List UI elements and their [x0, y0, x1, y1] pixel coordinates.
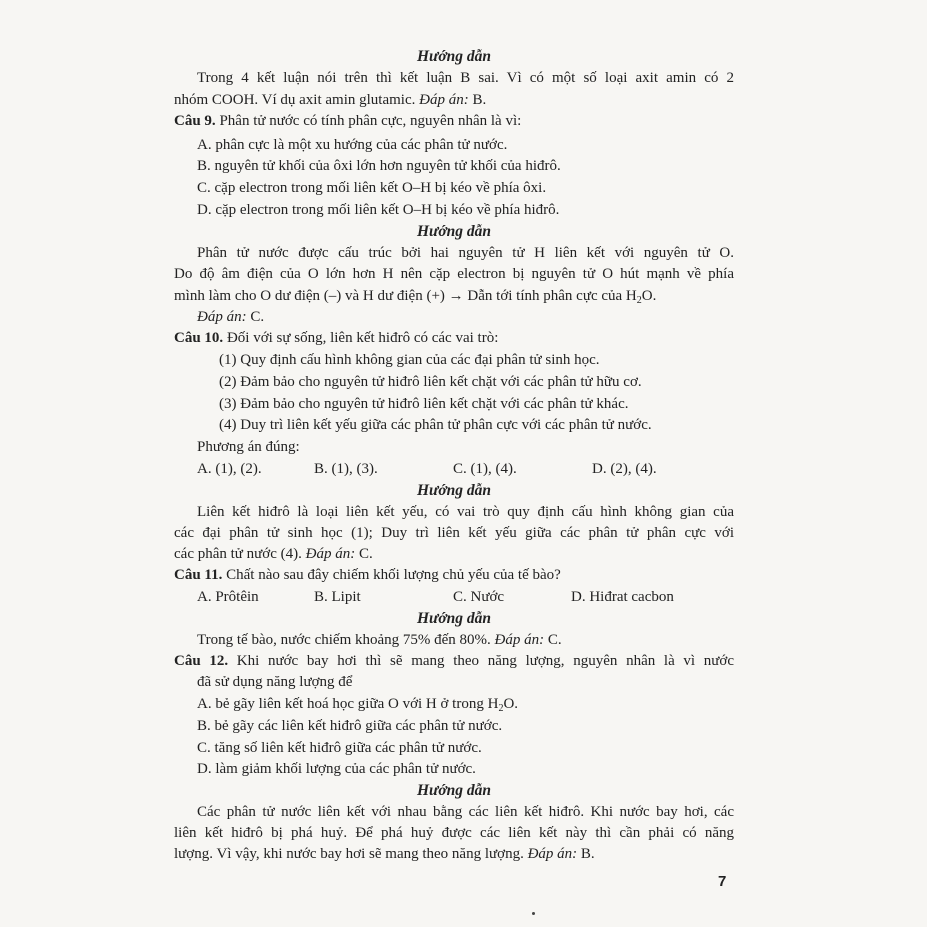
guide-heading: Hướng dẫn: [416, 48, 492, 65]
q12-option-c: C. tăng số liên kết hiđrô giữa các phân tử nước.: [197, 740, 482, 756]
q9-option-d: D. cặp electron trong mối liên kết O–H bị kéo về phía hiđrô.: [197, 202, 560, 218]
q12-option-a: A. bẻ gãy liên kết hoá học giữa O với H ở trong $H_2O$.: [197, 696, 519, 714]
q10-role-2: (2) Đảm bảo cho nguyên tử hiđrô liên kết chặt với các phân tử hữu cơ.: [219, 374, 642, 390]
q11-option-c: C. Nước: [453, 589, 505, 605]
print-speck: [532, 912, 535, 915]
question-9: Câu 9. Phân tử nước có tính phân cực, nguyên nhân là vì:: [174, 113, 522, 129]
q11-options-row: [197, 588, 757, 607]
q10-prompt: Phương án đúng:: [197, 439, 300, 455]
q12-guide-line-2: liên kết hiđrô bị phá huỷ. Để phá huỷ được các liên kết này thì cần phải có năng: [174, 825, 734, 841]
q10-role-3: (3) Đảm bảo cho nguyên tử hiđrô liên kết chặt với các phân tử khác.: [219, 396, 629, 412]
q11-option-b: B. Lipit: [314, 589, 361, 605]
q10-option-a: A. (1), (2).: [197, 461, 262, 477]
q12-option-d: D. làm giảm khối lượng của các phân tử nước.: [197, 761, 476, 777]
q12-guide-line-1: Các phân tử nước liên kết với nhau bằng các liên kết hiđrô. Khi nước bay hơi, các: [197, 804, 734, 820]
q12-stem-line-2: đã sử dụng năng lượng để: [197, 674, 353, 690]
q10-role-1: (1) Quy định cấu hình không gian của các đại phân tử sinh học.: [219, 352, 600, 368]
question-11: Câu 11. Chất nào sau đây chiếm khối lượng chủ yếu của tế bào?: [174, 567, 561, 583]
question-10: Câu 10. Đối với sự sống, liên kết hiđrô có các vai trò:: [174, 330, 499, 346]
guide-heading: Hướng dẫn: [416, 223, 492, 240]
q11-option-a: A. Prôtêin: [197, 589, 259, 605]
q9-option-c: C. cặp electron trong mối liên kết O–H bị kéo về phía ôxi.: [197, 180, 547, 196]
q9-guide-line-1: Phân tử nước được cấu trúc bởi hai nguyên tử H liên kết với nguyên tử O.: [197, 245, 734, 261]
q12-option-b: B. bẻ gãy các liên kết hiđrô giữa các phân tử nước.: [197, 718, 503, 734]
intro-line-1: Trong 4 kết luận nói trên thì kết luận B sai. Vì có một số loại axit amin có 2: [197, 70, 734, 86]
q10-options-row: [197, 460, 757, 479]
guide-heading: Hướng dẫn: [416, 782, 492, 799]
q11-guide-line-1: Trong tế bào, nước chiếm khoảng 75% đến 80%. Đáp án: C.: [197, 632, 562, 648]
q10-option-d: D. (2), (4).: [592, 461, 657, 477]
q9-guide-line-2: Do độ âm điện của O lớn hơn H nên cặp electron bị nguyên tử O hút mạnh về phía: [174, 266, 734, 282]
guide-heading: Hướng dẫn: [416, 610, 492, 627]
question-12: Câu 12. Khi nước bay hơi thì sẽ mang theo năng lượng, nguyên nhân là vì nước: [174, 653, 734, 669]
q10-guide-line-1: Liên kết hiđrô là loại liên kết yếu, có vai trò quy định cấu hình không gian của: [197, 504, 734, 520]
q9-option-b: B. nguyên tử khối của ôxi lớn hơn nguyên tử khối của hiđrô.: [197, 158, 561, 174]
q10-guide-line-3: các phân tử nước (4). Đáp án: C.: [174, 546, 373, 562]
q10-option-b: B. (1), (3).: [314, 461, 378, 477]
page-number: 7: [718, 873, 727, 890]
q9-guide-line-3: mình làm cho O dư điện (–) và H dư điện (+) → Dẫn tới tính phân cực của $H_2O$.: [174, 288, 657, 306]
q9-option-a: A. phân cực là một xu hướng của các phân tử nước.: [197, 137, 508, 153]
q12-guide-line-3: lượng. Vì vậy, khi nước bay hơi sẽ mang theo năng lượng. Đáp án: B.: [174, 846, 595, 862]
q9-answer: Đáp án: C.: [197, 309, 265, 325]
intro-line-2: nhóm COOH. Ví dụ axit amin glutamic. Đáp án: B.: [174, 92, 487, 108]
q10-role-4: (4) Duy trì liên kết yếu giữa các phân tử phân cực với các phân tử nước.: [219, 417, 652, 433]
q11-option-d: D. Hiđrat cacbon: [571, 589, 674, 605]
q10-guide-line-2: các đại phân tử sinh học (1); Duy trì liên kết yếu giữa các phân tử phân cực với: [174, 525, 734, 541]
guide-heading: Hướng dẫn: [416, 482, 492, 499]
q10-option-c: C. (1), (4).: [453, 461, 517, 477]
